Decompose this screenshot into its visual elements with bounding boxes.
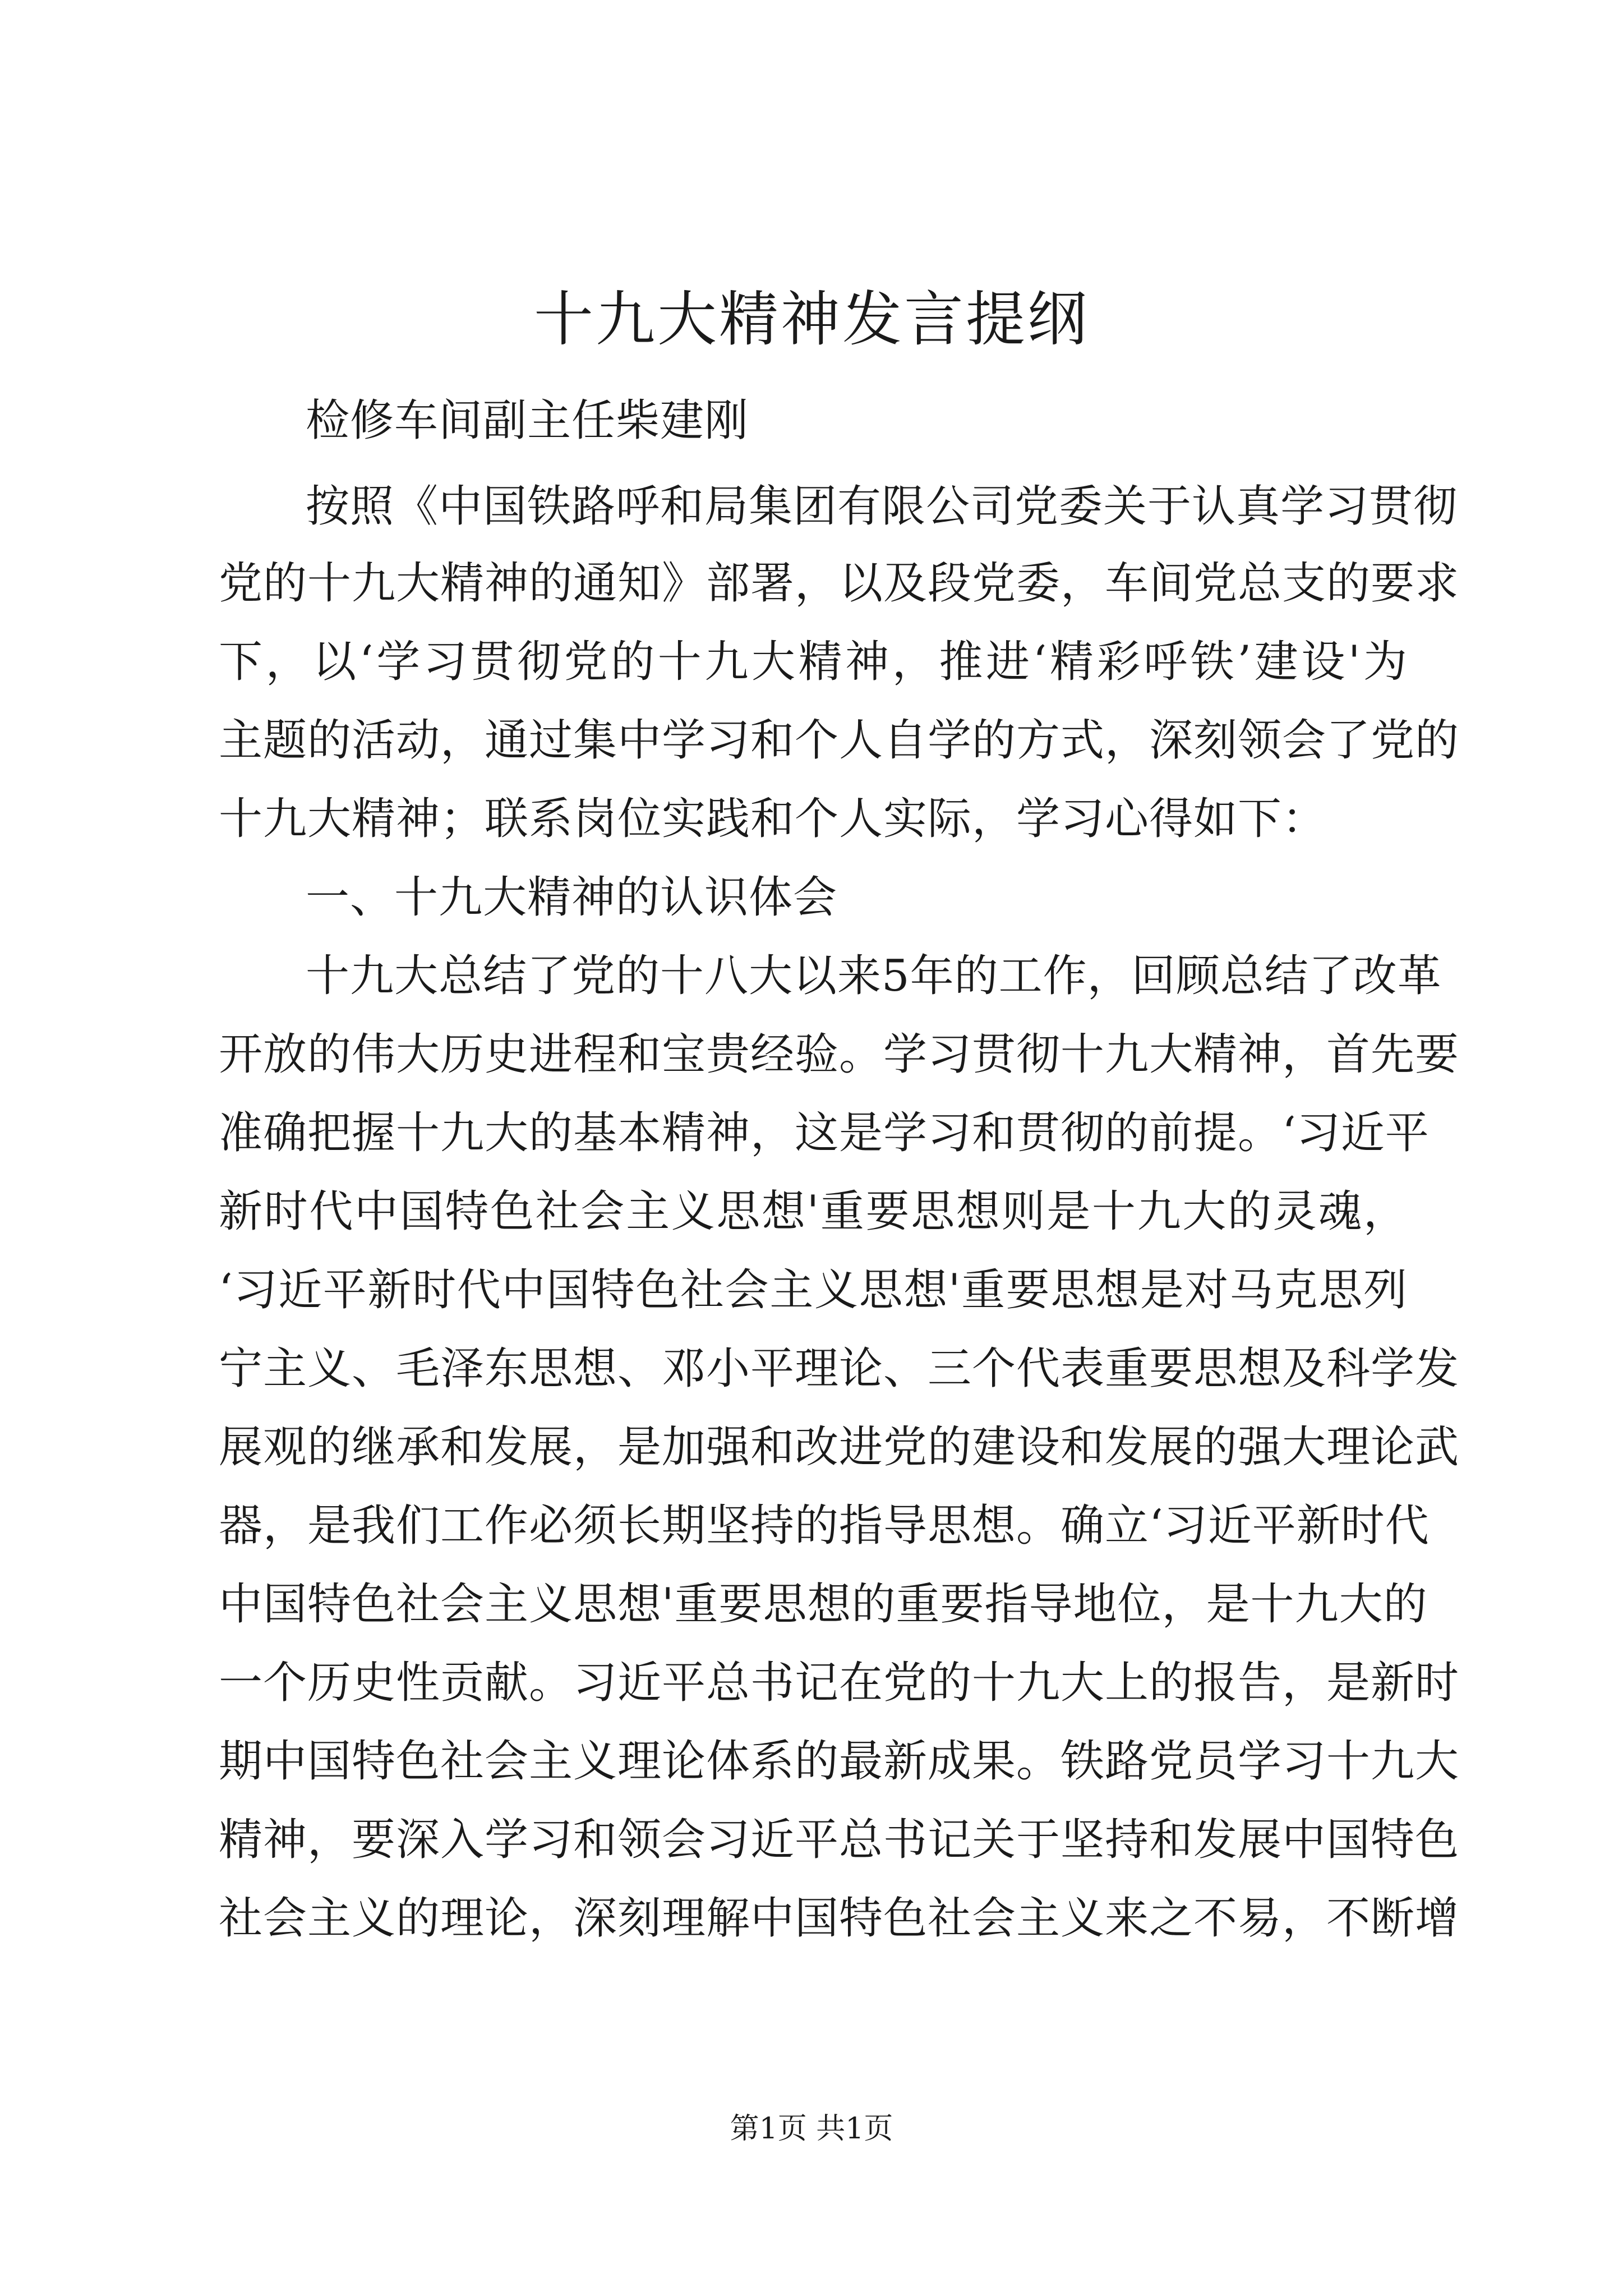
- paragraph-line: 按照《中国铁路呼和局集团有限公司党委关于认真学习贯彻: [306, 481, 1458, 532]
- author-line: 检修车间副主任柴建刚: [306, 395, 749, 446]
- paragraph-line: ‘习近平新时代中国特色社会主义思想'重要思想是对马克思列: [219, 1265, 1408, 1315]
- paragraph-line: 宁主义、毛泽东思想、邓小平理论、三个代表重要思想及科学发: [219, 1343, 1460, 1394]
- paragraph-line: 一个历史性贡献。习近平总书记在党的十九大上的报告，是新时: [219, 1658, 1460, 1708]
- paragraph-line: 新时代中国特色社会主义思想'重要思想则是十九大的灵魂，: [219, 1186, 1408, 1237]
- paragraph-line: 准确把握十九大的基本精神，这是学习和贯彻的前提。‘习近平: [219, 1108, 1430, 1158]
- section-heading: 一、十九大精神的认识体会: [306, 872, 838, 923]
- paragraph-line: 下，以‘学习贯彻党的十九大精神，推进‘精彩呼铁’建设'为: [219, 637, 1408, 687]
- document-title: 十九大精神发言提纲: [534, 285, 1089, 354]
- paragraph-line: 主题的活动，通过集中学习和个人自学的方式，深刻领会了党的: [219, 715, 1460, 766]
- paragraph-line: 十九大总结了党的十八大以来5年的工作，回顾总结了改革: [306, 951, 1442, 1001]
- paragraph-line: 十九大精神；联系岗位实践和个人实际，学习心得如下：: [219, 794, 1327, 844]
- paragraph-line: 党的十九大精神的通知》部署，以及段党委，车间党总支的要求: [219, 558, 1460, 609]
- paragraph-line: 展观的继承和发展，是加强和改进党的建设和发展的强大理论武: [219, 1422, 1460, 1473]
- paragraph-line: 社会主义的理论，深刻理解中国特色社会主义来之不易，不断增: [219, 1893, 1460, 1944]
- paragraph-line: 精神，要深入学习和领会习近平总书记关于坚持和发展中国特色: [219, 1815, 1460, 1865]
- paragraph-line: 器，是我们工作必须长期坚持的指导思想。确立‘习近平新时代: [219, 1501, 1430, 1551]
- page-footer: 第1页 共1页: [730, 2112, 893, 2146]
- paragraph-line: 开放的伟大历史进程和宝贵经验。学习贯彻十九大精神，首先要: [219, 1029, 1460, 1080]
- paragraph-line: 中国特色社会主义思想'重要思想的重要指导地位，是十九大的: [219, 1579, 1428, 1630]
- paragraph-line: 期中国特色社会主义理论体系的最新成果。铁路党员学习十九大: [219, 1736, 1460, 1787]
